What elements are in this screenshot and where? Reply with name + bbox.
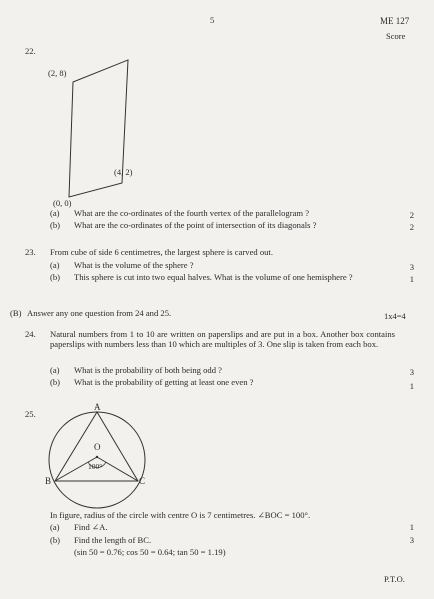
point-label: C [139,476,146,486]
vertex-label: (0, 0) [53,198,72,208]
score-heading: Score [386,31,406,41]
part-text: What is the probability of getting at least one even ? [74,377,254,387]
vertex-label: (4, 2) [114,167,133,177]
part-text: This sphere is cut into two equal halves. What is the volume of one hemisphere ? [74,272,353,282]
part-label: (a) [50,522,60,532]
score-value: 3 [409,535,414,545]
section-label: (B) [10,308,22,318]
score-value: 3 [409,262,414,272]
question-number: 25. [25,409,36,419]
score-value: 2 [409,222,414,232]
score-value: 1 [409,274,414,284]
part-label: (a) [50,208,60,218]
point-label: A [94,402,101,412]
question-text: In figure, radius of the circle with centre O is 7 centimetres. ∠BOC = 100°. [50,510,311,520]
page-number: 5 [210,15,215,25]
question-number: 22. [25,46,36,56]
point-label: B [45,476,52,486]
trig-values: (sin 50 = 0.76; cos 50 = 0.64; tan 50 = 1.19) [74,547,226,557]
score-value: 1 [409,522,414,532]
part-text: What is the volume of the sphere ? [74,260,194,270]
radius-oc [97,457,138,481]
part-text: What are the co-ordinates of the point of intersection of its diagonals ? [74,220,317,230]
question-number: 23. [25,247,36,257]
part-label: (a) [50,365,60,375]
angle-label: 100° [88,462,103,471]
question-number: 24. [25,329,36,339]
part-label: (b) [50,535,61,545]
part-label: (b) [50,377,61,387]
point-label: O [94,442,101,452]
circle-shape [49,412,145,508]
score-value: 3 [409,367,414,377]
score-value: 2 [409,210,414,220]
pto-label: P.T.O. [384,574,405,584]
question-text: Natural numbers from 1 to 10 are written on paperslips and are put in a box. Another box contains paperslips with numbers less than 10 which are multiples of 3. One slip is taken from each box. [50,329,395,349]
score-value: 1 [409,381,414,391]
section-instruction: Answer any one question from 24 and 25. [27,308,172,318]
part-label: (a) [50,260,60,270]
section-score: 1x4=4 [384,311,406,321]
part-text: Find ∠A. [74,522,108,532]
part-text: Find the length of BC. [74,535,152,545]
vertex-label: (2, 8) [48,68,67,78]
part-label: (b) [50,272,61,282]
part-label: (b) [50,220,61,230]
part-text: What is the probability of both being odd ? [74,365,222,375]
question-text: From cube of side 6 centimetres, the largest sphere is carved out. [50,247,273,257]
centre-point [96,456,98,458]
paper-code: ME 127 [380,16,410,26]
part-text: What are the co-ordinates of the fourth vertex of the parallelogram ? [74,208,310,218]
